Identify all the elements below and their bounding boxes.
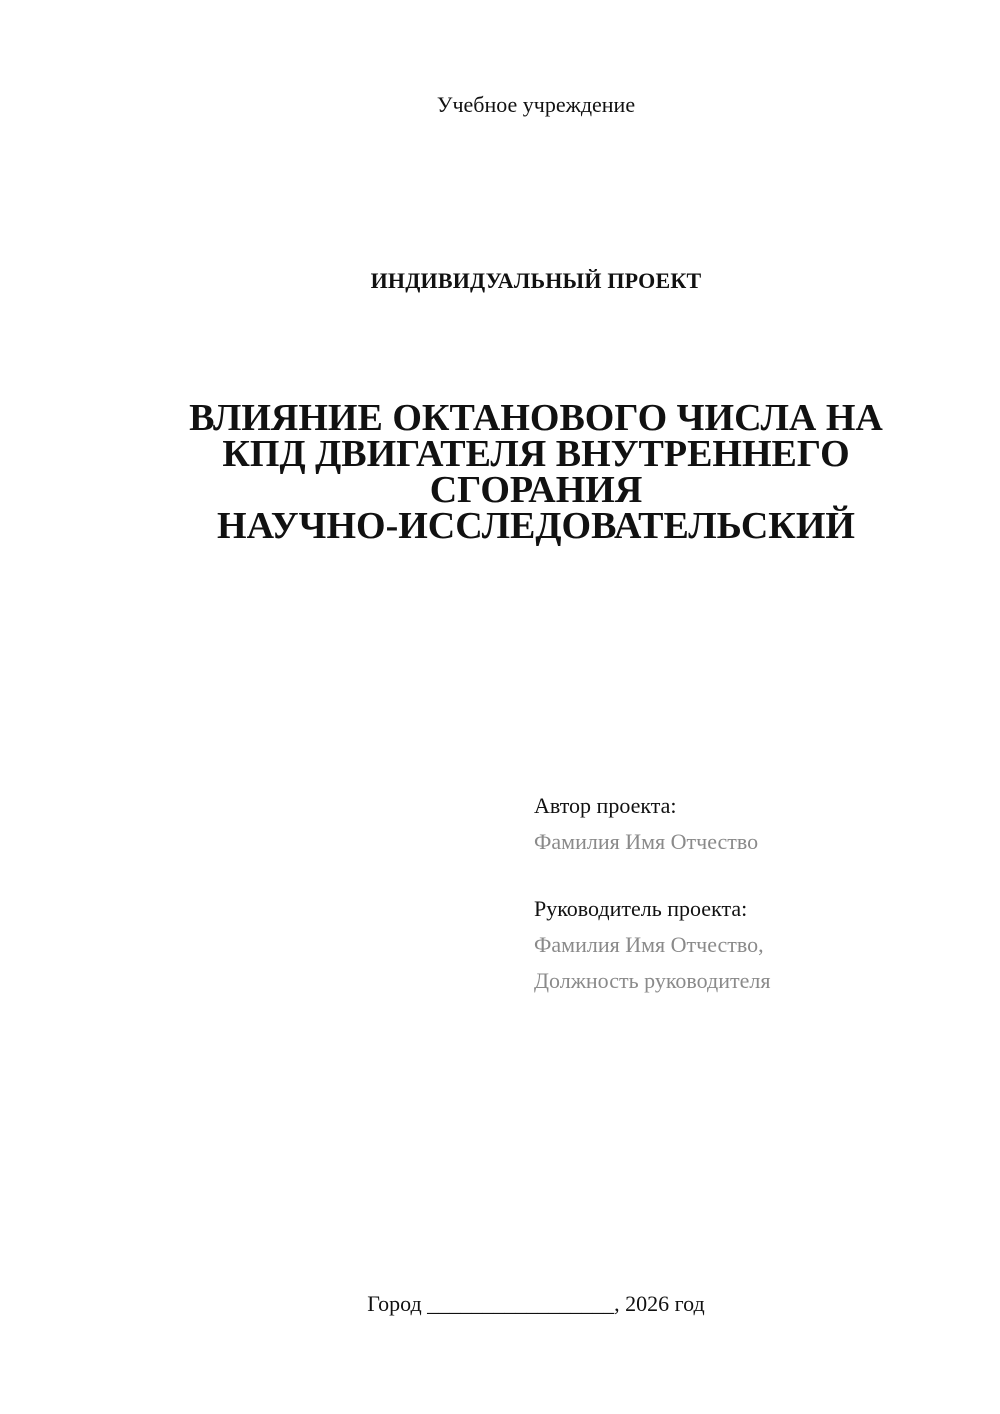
author-name: Фамилия Имя Отчество <box>534 829 759 854</box>
title-line-3: СГОРАНИЯ <box>429 469 643 511</box>
title-line-2: КПД ДВИГАТЕЛЯ ВНУТРЕННЕГО <box>222 433 850 475</box>
supervisor-position: Должность руководителя <box>534 968 771 993</box>
title-line-4: НАУЧНО-ИССЛЕДОВАТЕЛЬСКИЙ <box>217 505 855 547</box>
author-label: Автор проекта: <box>534 793 677 818</box>
title-line-1: ВЛИЯНИЕ ОКТАНОВОГО ЧИСЛА НА <box>189 397 883 439</box>
document-type: ИНДИВИДУАЛЬНЫЙ ПРОЕКТ <box>370 268 702 293</box>
supervisor-name: Фамилия Имя Отчество, <box>534 932 764 957</box>
document-title <box>160 397 912 547</box>
author-spacer <box>534 860 974 891</box>
supervisor-label: Руководитель проекта: <box>534 896 748 921</box>
city-year-line: Город _________________, 2026 год <box>367 1291 705 1316</box>
authors-block <box>534 788 974 999</box>
institution-name: Учебное учреждение <box>436 92 636 117</box>
